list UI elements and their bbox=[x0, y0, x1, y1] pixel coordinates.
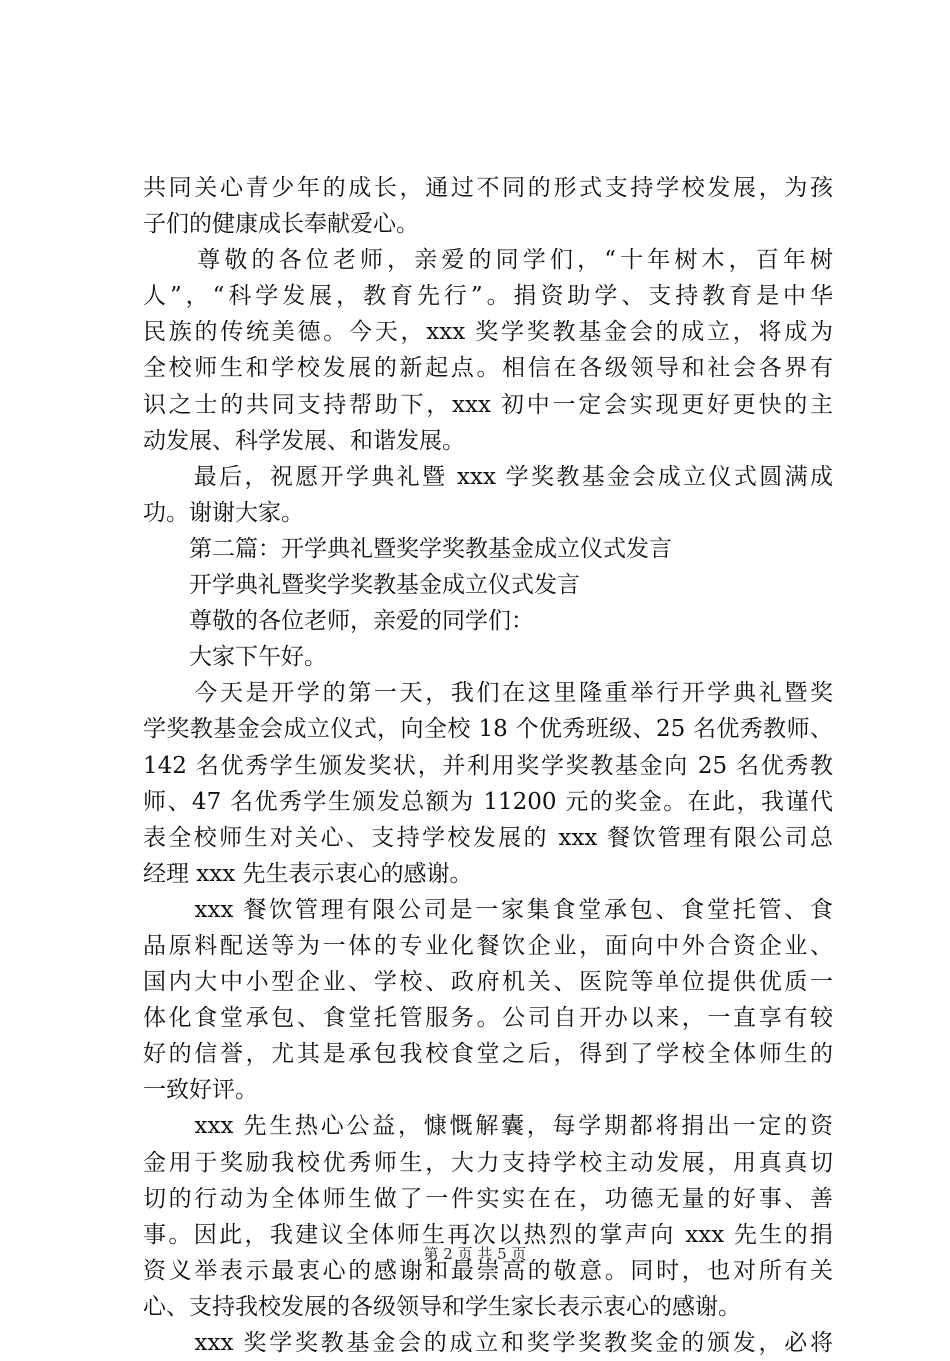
text-line: 表全校师生对关心、支持学校发展的 xxx 餐饮管理有限公司总 bbox=[143, 824, 833, 851]
text-line: 切的行动为全体师生做了一件实实在在，功德无量的好事、善 bbox=[143, 1185, 833, 1212]
text-line: 一致好评。 bbox=[143, 1077, 258, 1104]
text-line: 体化食堂承包、食堂托管服务。公司自开办以来，一直享有较 bbox=[143, 1005, 833, 1032]
text-line: 第二篇：开学典礼暨奖学奖教基金成立仪式发言 bbox=[143, 535, 672, 562]
text-line: 人”，“科学发展，教育先行”。捐资助学、支持教育是中华 bbox=[143, 283, 833, 310]
document-body bbox=[143, 170, 833, 1361]
text-line: 事。因此，我建议全体师生再次以热烈的掌声向 xxx 先生的捐 bbox=[143, 1221, 833, 1248]
text-line: 功。谢谢大家。 bbox=[143, 499, 304, 526]
text-line: xxx 先生热心公益，慷慨解囊，每学期都将捐出一定的资 bbox=[143, 1113, 833, 1140]
text-line: 尊敬的各位老师，亲爱的同学们： bbox=[143, 608, 534, 635]
text-line: 共同关心青少年的成长，通过不同的形式支持学校发展，为孩 bbox=[143, 175, 833, 201]
text-line: 金用于奖励我校优秀师生，大力支持学校主动发展，用真真切 bbox=[143, 1149, 833, 1176]
text-line: xxx 奖学奖教基金会的成立和奖学奖教奖金的颁发，必将 bbox=[143, 1330, 833, 1356]
text-line: 大家下午好。 bbox=[143, 644, 327, 671]
text-line: 动发展、科学发展、和谐发展。 bbox=[143, 427, 465, 454]
text-line: 142 名优秀学生颁发奖状，并利用奖学奖教基金向 25 名优秀教 bbox=[143, 752, 833, 779]
text-line: 今天是开学的第一天，我们在这里隆重举行开学典礼暨奖 bbox=[143, 680, 833, 707]
text-line: 好的信誉，尤其是承包我校食堂之后，得到了学校全体师生的 bbox=[143, 1041, 833, 1068]
text-line: 学奖教基金会成立仪式，向全校 18 个优秀班级、25 名优秀教师、 bbox=[143, 716, 833, 743]
text-line: 子们的健康成长奉献爱心。 bbox=[143, 211, 419, 238]
text-line: 最后，祝愿开学典礼暨 xxx 学奖教基金会成立仪式圆满成 bbox=[143, 463, 833, 490]
text-line: 心、支持我校发展的各级领导和学生家长表示衷心的感谢。 bbox=[143, 1293, 741, 1320]
text-line: 师、47 名优秀学生颁发总额为 11200 元的奖金。在此，我谨代 bbox=[143, 788, 833, 815]
text-line: 全校师生和学校发展的新起点。相信在各级领导和社会各界有 bbox=[143, 355, 833, 382]
text-line: 品原料配送等为一体的专业化餐饮企业，面向中外合资企业、 bbox=[143, 932, 833, 959]
text-line: xxx 餐饮管理有限公司是一家集食堂承包、食堂托管、食 bbox=[143, 896, 833, 923]
text-line: 资义举表示最衷心的感谢和最崇高的敬意。同时，也对所有关 bbox=[143, 1257, 833, 1284]
text-line: 开学典礼暨奖学奖教基金成立仪式发言 bbox=[143, 572, 580, 599]
text-line: 国内大中小型企业、学校、政府机关、医院等单位提供优质一 bbox=[143, 969, 833, 996]
text-line: 尊敬的各位老师，亲爱的同学们，“十年树木，百年树 bbox=[143, 247, 833, 274]
page-footer: 第 2 页 共 5 页 bbox=[423, 1245, 527, 1263]
text-line: 经理 xxx 先生表示衷心的感谢。 bbox=[143, 860, 473, 887]
text-line: 识之士的共同支持帮助下，xxx 初中一定会实现更好更快的主 bbox=[143, 391, 833, 418]
text-line: 民族的传统美德。今天，xxx 奖学奖教基金会的成立，将成为 bbox=[143, 319, 833, 346]
